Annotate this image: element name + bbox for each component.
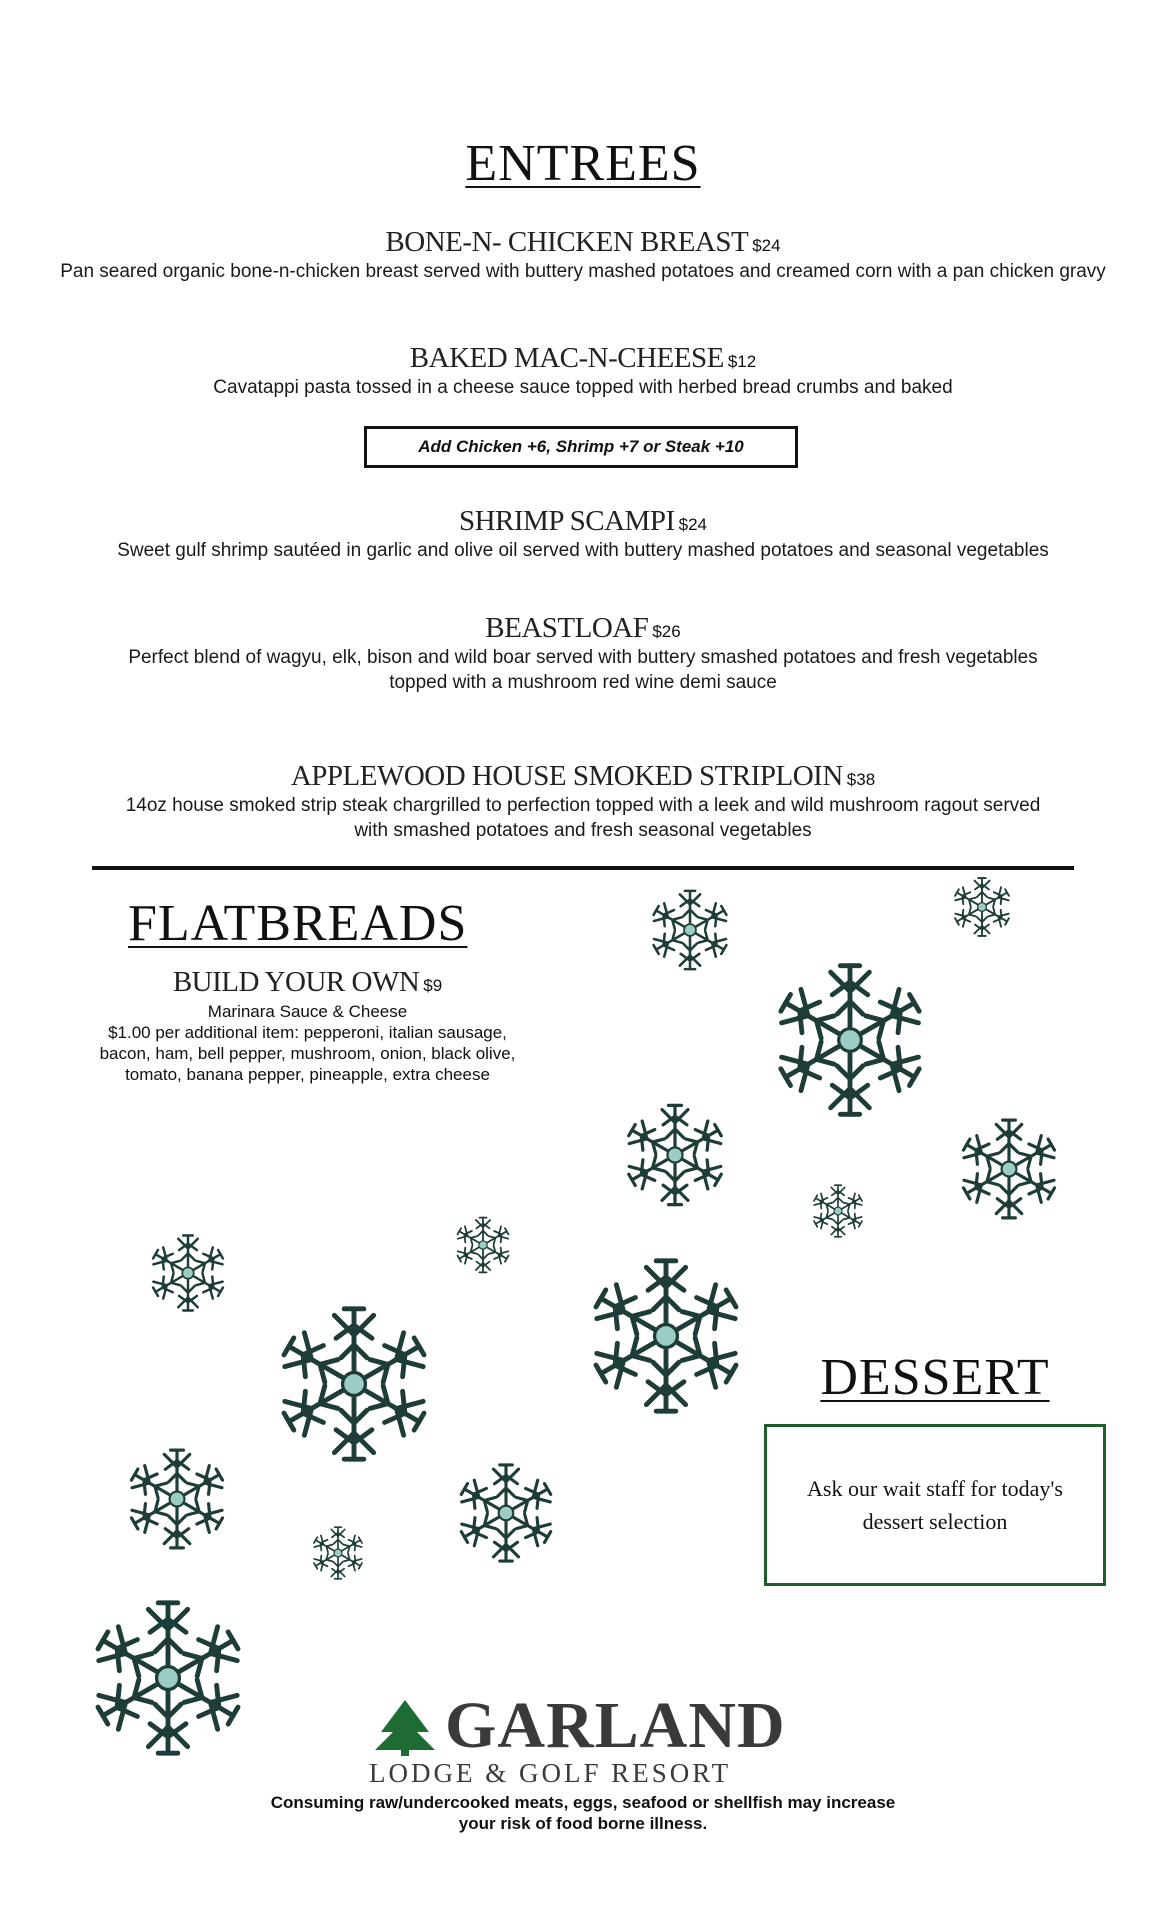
item-title: APPLEWOOD HOUSE SMOKED STRIPLOIN (290, 760, 843, 792)
item-title: BEASTLOAF (485, 612, 649, 644)
item-price: $26 (652, 622, 681, 641)
snowflake-icon (765, 955, 935, 1125)
snowflake-icon (118, 1440, 236, 1558)
addon-box (364, 426, 798, 468)
section-divider (92, 866, 1074, 870)
item-title: SHRIMP SCAMPI (458, 505, 675, 537)
dessert-text-1: Ask our wait staff for today's (807, 1476, 1063, 1501)
flatbread-toppings-1: $1.00 per additional item: pepperoni, italian sausage, (108, 1023, 507, 1042)
food-safety-notice (180, 1792, 986, 1834)
addon-text: Add Chicken +6, Shrimp +7 or Steak +10 (418, 437, 744, 456)
menu-item-striploin (110, 760, 1056, 843)
menu-item-chicken (60, 226, 1106, 284)
item-price: $24 (678, 515, 708, 534)
snowflake-icon (305, 1520, 371, 1586)
snowflake-icon (448, 1210, 518, 1280)
footer-line-1: Consuming raw/undercooked meats, eggs, seafood or shellfish may increase (270, 1793, 896, 1812)
menu-item-shrimp (60, 505, 1106, 563)
item-price: $24 (752, 236, 781, 255)
flatbreads-heading: FLATBREADS (128, 895, 468, 952)
snowflake-icon (268, 1298, 440, 1470)
snowflake-icon (140, 1225, 236, 1321)
flatbread-toppings-3: tomato, banana pepper, pineapple, extra cheese (125, 1065, 490, 1084)
item-title: BAKED MAC-N-CHEESE (409, 342, 724, 374)
item-description: Cavatappi pasta tossed in a cheese sauce topped with herbed bread crumbs and baked (213, 377, 953, 398)
snowflake-icon (580, 1250, 752, 1422)
snowflake-icon (805, 1178, 871, 1244)
item-price: $12 (727, 352, 757, 371)
item-description: Sweet gulf shrimp sautéed in garlic and olive oil served with buttery mashed potatoes and seasonal vegetables (117, 540, 1049, 561)
dessert-heading: DESSERT (820, 1349, 1050, 1406)
menu-item-mac (60, 342, 1106, 400)
item-price: $38 (846, 770, 876, 789)
logo-tagline: LODGE & GOLF RESORT (369, 1758, 732, 1788)
dessert-box (764, 1424, 1106, 1586)
tree-logo-icon (369, 1698, 441, 1758)
logo (365, 1689, 786, 1788)
footer-line-2: your risk of food borne illness. (458, 1814, 708, 1833)
snowflake-icon (615, 1095, 735, 1215)
menu-item-beastloaf (110, 612, 1056, 695)
item-description: 14oz house smoked strip steak chargrilled to perfection topped with a leek and wild mushroom ragout served with smashed potatoes and fresh seasonal vegetables (125, 795, 1041, 841)
snowflake-icon (82, 1592, 254, 1764)
dessert-text-2: dessert selection (862, 1509, 1008, 1534)
logo-name: GARLAND (445, 1689, 786, 1762)
flatbread-toppings-2: bacon, ham, bell pepper, mushroom, onion, black olive, (99, 1044, 516, 1063)
snowflake-icon (640, 880, 740, 980)
entrees-heading: ENTREES (465, 135, 701, 192)
flatbread-base: Marinara Sauce & Cheese (207, 1002, 408, 1021)
item-title: BUILD YOUR OWN (172, 966, 420, 998)
snowflake-icon (945, 870, 1019, 944)
snowflake-icon (448, 1455, 564, 1571)
item-price: $9 (423, 976, 443, 995)
snowflake-icon (950, 1110, 1068, 1228)
flatbread-item (90, 966, 525, 1085)
item-title: BONE-N- CHICKEN BREAST (385, 226, 749, 258)
item-description: Pan seared organic bone-n-chicken breast served with buttery mashed potatoes and creamed corn with a pan chicken gravy (60, 261, 1106, 282)
item-description: Perfect blend of wagyu, elk, bison and wild boar served with buttery smashed potatoes and fresh vegetables topped with a mushroom red wine demi sauce (128, 647, 1038, 693)
